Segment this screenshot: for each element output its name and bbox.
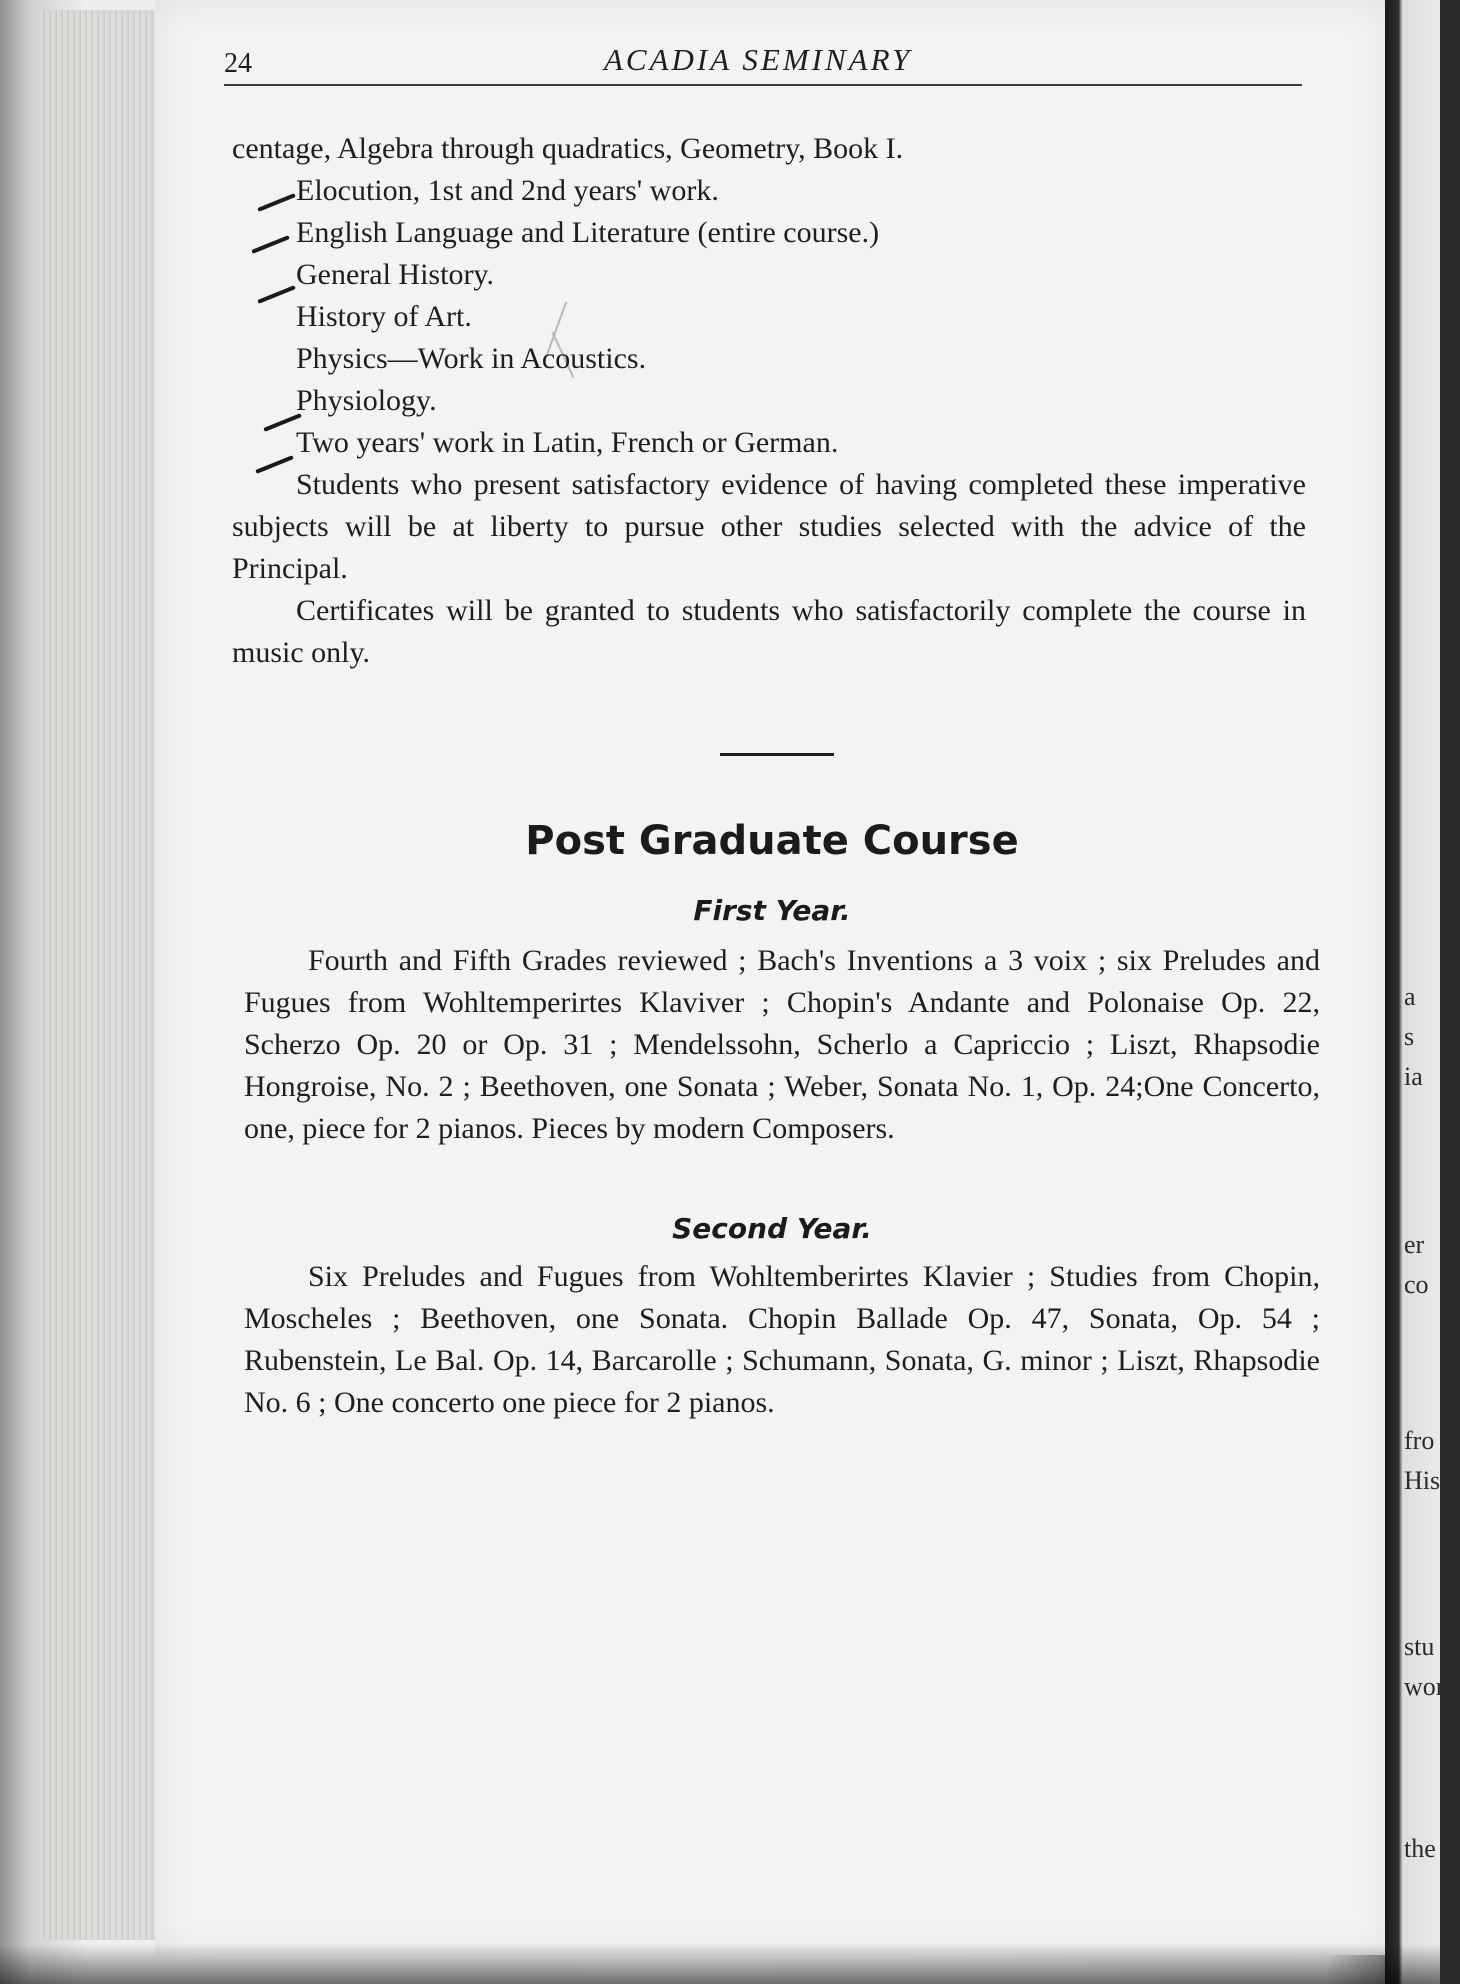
page-stack-edge bbox=[40, 10, 160, 1940]
second-year-heading: Second Year. bbox=[672, 1212, 872, 1245]
running-head bbox=[224, 36, 1304, 86]
section-divider bbox=[720, 753, 834, 756]
header-rule bbox=[224, 84, 1302, 86]
facing-page-fragment: wor bbox=[1404, 1672, 1445, 1701]
facing-page-fragment: stu bbox=[1404, 1632, 1435, 1661]
first-year-heading: First Year. bbox=[693, 894, 851, 927]
subject-item: Elocution, 1st and 2nd years' work. bbox=[296, 174, 719, 207]
running-title: ACADIA SEMINARY bbox=[604, 42, 913, 77]
intro-text bbox=[232, 128, 1312, 674]
facing-page-fragment: co bbox=[1404, 1270, 1429, 1299]
requirements-paragraph: Students who present satisfactory evidence of having completed these imperative subjects will be at liberty to pursue other studies selected with the advice of the Principal. bbox=[232, 468, 1306, 585]
facing-page-fragment: ia bbox=[1404, 1062, 1423, 1091]
certificates-paragraph: Certificates will be granted to students who satisfactorily complete the course in music only. bbox=[232, 594, 1306, 669]
facing-page-fragment: er bbox=[1404, 1230, 1425, 1259]
subject-item: Physics—Work in Acoustics. bbox=[296, 342, 647, 375]
subject-item: Physiology. bbox=[296, 384, 437, 417]
continuation-line: centage, Algebra through quadratics, Geometry, Book I. bbox=[232, 132, 904, 165]
facing-page-fragment: s bbox=[1404, 1022, 1415, 1051]
second-year-text: Six Preludes and Fugues from Wohltemberirtes Klavier ; Studies from Chopin, Moscheles ; Beethoven, one Sonata. Chopin Ballade Op. 47, Sonata, Op. 54 ; Rubenstein, Le Bal. Op. 14, Barcarolle ; Schumann, Sonata, G. minor ; Liszt, Rhapsodie No. 6 ; One concerto one piece for 2 pianos. bbox=[244, 1260, 1320, 1419]
subject-item: Two years' work in Latin, French or German. bbox=[296, 426, 839, 459]
page-number: 24 bbox=[224, 48, 252, 79]
facing-page-fragment: the C bbox=[1404, 1834, 1460, 1863]
bottom-edge-shadow bbox=[0, 1944, 1440, 1984]
facing-page-fragment: fro bbox=[1404, 1426, 1435, 1455]
facing-page-fragment: His bbox=[1404, 1466, 1441, 1495]
subject-item: English Language and Literature (entire course.) bbox=[296, 216, 880, 249]
first-year-text: Fourth and Fifth Grades reviewed ; Bach's Inventions a 3 voix ; six Preludes and Fugues from Wohltemperirtes Klaviver ; Chopin's Andante and Polonaise Op. 22, Scherzo Op. 20 or Op. 31 ; Mendelssohn, Scherlo a Capriccio ; Liszt, Rhapsodie Hongroise, No. 2 ; Beethoven, one Sonata ; Weber, Sonata No. 1, Op. 24;One Concerto, one, piece for 2 pianos. Pieces by modern Composers. bbox=[244, 944, 1320, 1145]
subject-item: History of Art. bbox=[296, 300, 472, 333]
section-title: Post Graduate Course bbox=[525, 818, 1019, 864]
facing-page-fragment: a bbox=[1404, 982, 1416, 1011]
subject-item: General History. bbox=[296, 258, 494, 291]
